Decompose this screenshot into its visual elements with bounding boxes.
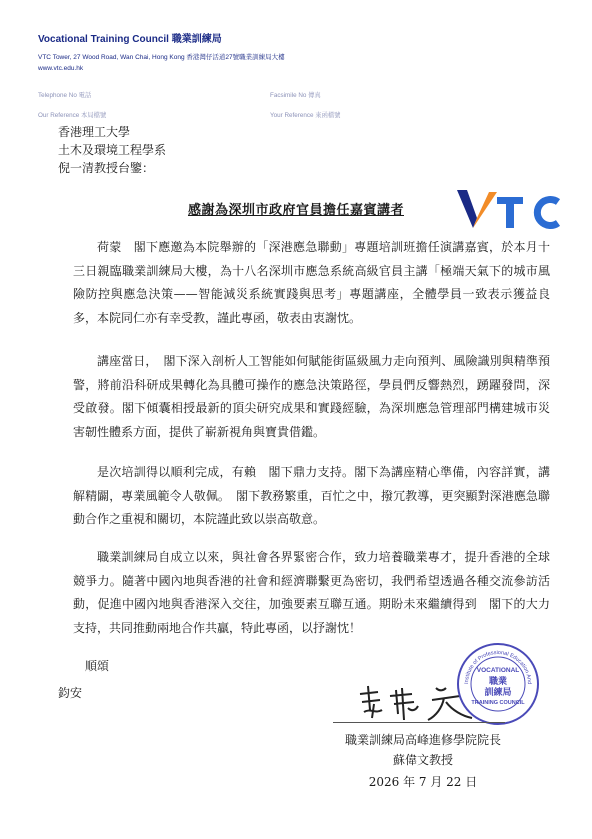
facsimile-label: Facsimile No 傳真 [270, 92, 321, 99]
organization-name: Vocational Training Council 職業訓練局 [38, 34, 222, 45]
svg-text:Institute of Professional Educ: Institute of Professional Education And [463, 649, 533, 685]
signer-name: 蘇偉文教授 [392, 753, 453, 767]
svg-text:VOCATIONAL: VOCATIONAL [476, 667, 520, 674]
paragraph-2: 講座當日， 閣下深入剖析人工智能如何賦能街區級風力走向預判、風險識別與精準預警，將前沿科研成果轉化為具體可操作的應急決策路徑，學員們反響熱烈，踴躍發問，深受啟發。閣下傾囊相授最新的頂尖研究成果和實踐經驗，為深圳應急管理部門構建城市災害韌性體系方面，提供了嶄新視角與寶貴借鑑。 [73, 354, 550, 439]
svg-text:職業: 職業 [488, 677, 508, 687]
svg-text:訓練局: 訓練局 [484, 688, 512, 698]
svg-text:TRAINING COUNCIL: TRAINING COUNCIL [471, 700, 525, 706]
paragraph-3: 是次培訓得以順利完成，有賴 閣下鼎力支持。閣下為講座精心準備，內容詳實，講解精闢，專業風範令人敬佩。 閣下教務繁重，百忙之中，撥冗教導，更突顯對深港應急聯動合作之重視和關切，本院謹此致以崇高敬意。 [73, 465, 550, 526]
addressee-department: 土木及環境工程學系 [58, 143, 167, 157]
closing-salutation: 順頌 [85, 659, 110, 673]
paragraph-1: 荷蒙 閣下應邀為本院舉辦的「深港應急聯動」專題培訓班擔任演講嘉賓，於本月十三日親臨職業訓練局大樓，為十八名深圳市應急系統高級官員主講「極端天氣下的城市風險防控與應急決策——智能減災系統實踐與思考」專題講座，全體學員一致表示獲益良多，本院同仁亦有幸受教，謹此專函，敬表由衷謝忱。 [73, 240, 550, 325]
organization-website: www.vtc.edu.hk [38, 65, 84, 72]
signer-title: 職業訓練局高峰進修學院院長 [344, 733, 501, 747]
addressee-institution: 香港理工大學 [58, 125, 131, 139]
signature-line [333, 722, 505, 723]
closing-greeting: 鈞安 [58, 686, 83, 700]
telephone-label: Telephone No 電話 [38, 92, 92, 99]
your-reference-label: Your Reference 來函檔號 [270, 112, 341, 119]
our-reference-label: Our Reference 本局檔號 [38, 112, 107, 119]
organization-address: VTC Tower, 27 Wood Road, Wan Chai, Hong Kong 香港灣仔活道27號職業訓練局大樓 [38, 54, 285, 61]
institution-seal [456, 642, 540, 726]
paragraph-4: 職業訓練局自成立以來，與社會各界緊密合作，致力培養職業專才，提升香港的全球競爭力。隨著中國內地與香港的社會和經濟聯繫更為密切，我們希望透過各種交流參訪活動，促進中國內地與香港深入交往，加強要素互聯互通。期盼未來繼續得到 閣下的大力支持，共同推動兩地合作共贏，特此專函，以抒謝忱！ [73, 550, 550, 635]
addressee-name: 倪一清教授台鑒： [58, 161, 155, 175]
letter-title: 感謝為深圳市政府官員擔任嘉賓講者 [187, 203, 404, 218]
letter-date: 2026 年 7 月 22 日 [368, 775, 478, 789]
